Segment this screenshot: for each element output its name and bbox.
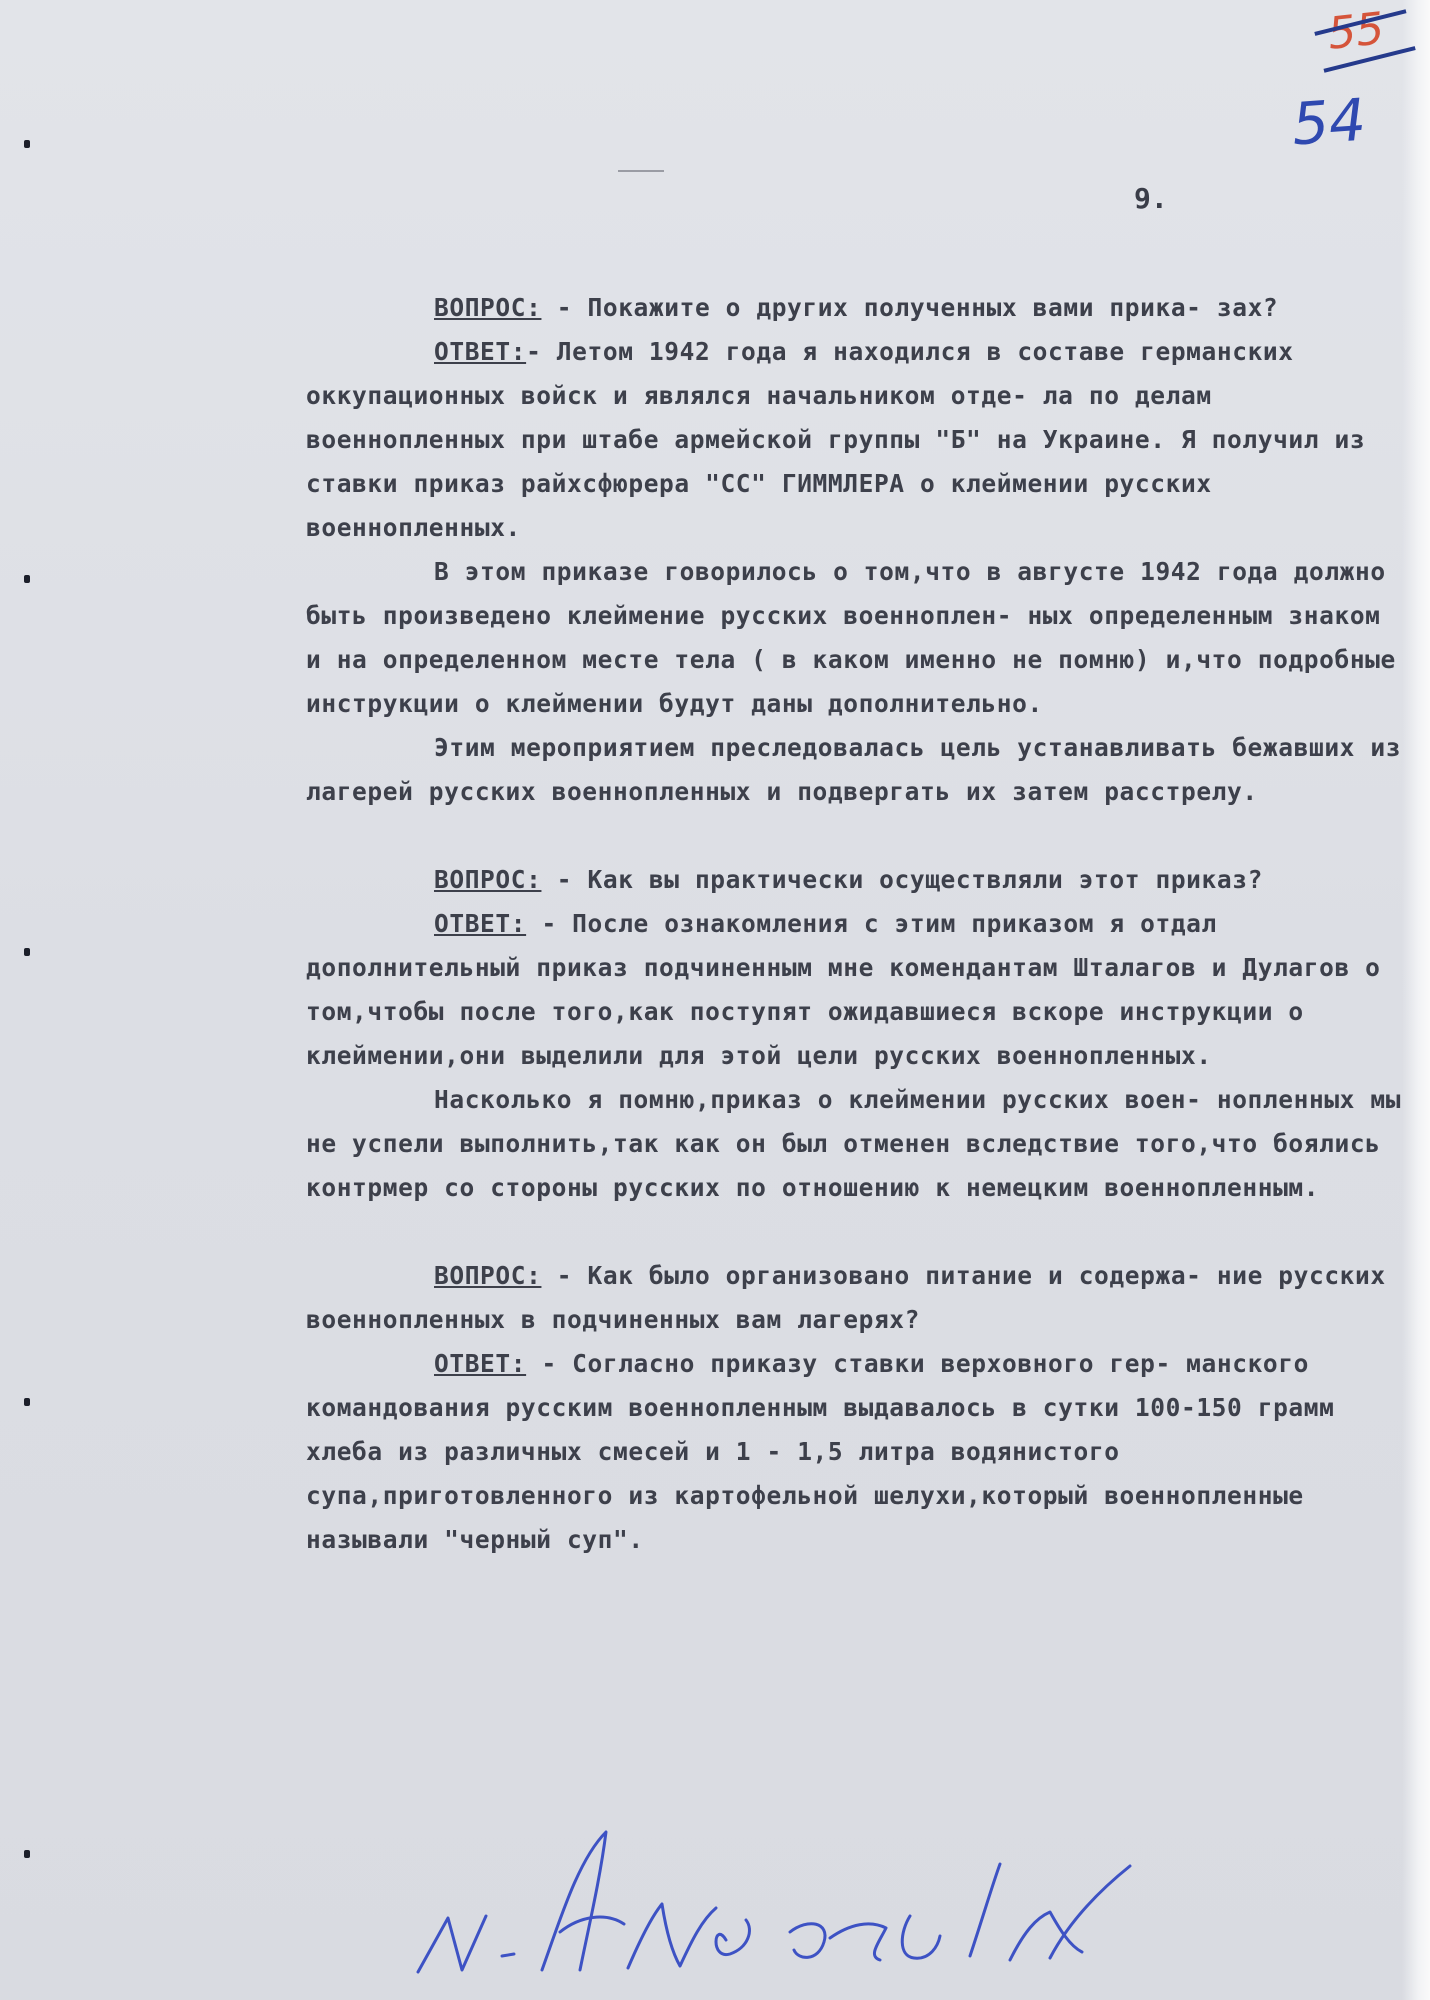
- page-number: 9.: [1134, 182, 1168, 215]
- binding-hole: [24, 575, 30, 583]
- answer-text: - Летом 1942 года я находился в составе германских оккупационных войск и являлся начальником отде- ла по делам военнопленных при штабе армейской группы "Б" на Украине. Я получил из ставки приказ райхсфюрера "СС" ГИММЛЕРА о клеймении русских военнопленных.: [306, 337, 1366, 542]
- body-paragraph: Насколько я помню,приказ о клеймении русских воен- нопленных мы не успели выполнить,так как он был отменен вследствие того,что боялись контрмер со стороны русских по отношению к немецким военнопленным.: [306, 1085, 1402, 1202]
- question-paragraph: [306, 858, 1404, 902]
- binding-hole: [24, 1850, 30, 1858]
- question-paragraph: [306, 286, 1404, 330]
- answer-paragraph: [306, 902, 1404, 1078]
- binding-hole: [24, 948, 30, 956]
- answer-label: ОТВЕТ:: [434, 909, 527, 938]
- dash-mark: [618, 170, 664, 172]
- paper-edge: [1402, 0, 1430, 2000]
- binding-hole: [24, 140, 30, 148]
- question-text: - Покажите о других полученных вами прика- зах?: [541, 293, 1279, 322]
- question-label: ВОПРОС:: [434, 293, 542, 322]
- answer-paragraph: [306, 1342, 1404, 1562]
- answer-label: ОТВЕТ:: [434, 1349, 527, 1378]
- archive-number-crossed: 55: [1325, 3, 1387, 60]
- question-paragraph: [306, 1254, 1404, 1342]
- answer-text: - После ознакомления с этим приказом я отдал дополнительный приказ подчиненным мне комендантам Шталагов и Дулагов о том,чтобы после того,как поступят ожидавшиеся вскоре инструкции о клеймении,они выделили для этой цели русских военнопленных.: [306, 909, 1381, 1070]
- interrogation-text: [306, 286, 1404, 1562]
- question-text: - Как вы практически осуществляли этот приказ?: [541, 865, 1263, 894]
- answer-text: - Согласно приказу ставки верховного гер- манского командования русским военнопленным выдавалось в сутки 100-150 грамм хлеба из различных смесей и 1 - 1,5 литра водянистого супа,приготовленного из картофельной шелухи,который военнопленные называли "черный суп".: [306, 1349, 1335, 1554]
- body-paragraph: В этом приказе говорилось о том,что в августе 1942 года должно быть произведено клеймение русских военноплен- ных определенным знаком и на определенном месте тела ( в каком именно не помню) и,что подробные инструкции о клеймении будут даны дополнительно.: [306, 557, 1396, 718]
- answer-label: ОТВЕТ:: [434, 337, 527, 366]
- question-label: ВОПРОС:: [434, 1261, 542, 1290]
- archive-number: 54: [1289, 85, 1369, 159]
- body-paragraph: Этим мероприятием преследовалась цель устанавливать бежавших из лагерей русских военнопленных и подвергать их затем расстрелу.: [306, 733, 1402, 806]
- section-spacer: [306, 814, 1404, 858]
- answer-paragraph: [306, 330, 1404, 550]
- section-spacer: [306, 1210, 1404, 1254]
- handwritten-signature: [410, 1820, 1210, 1990]
- question-label: ВОПРОС:: [434, 865, 542, 894]
- binding-hole: [24, 1398, 30, 1406]
- question-text: - Как было организовано питание и содержа- ние русских военнопленных в подчиненных вам лагерях?: [306, 1261, 1386, 1334]
